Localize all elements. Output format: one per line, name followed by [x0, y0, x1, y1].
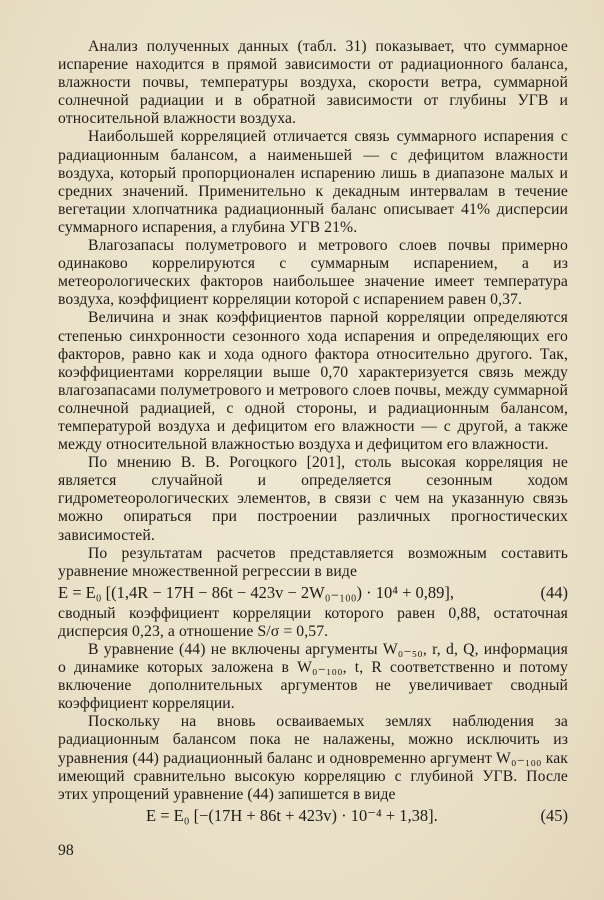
paragraph-coefficients: Величина и знак коэффициентов парной корреляции определяются степенью синхронности сезонного хода испарения и определяющих его факторов, равно как и хода одного фактора относительно другого. Так, коэффициентами корреляции выше 0,70 характеризуется связь между влагозапасами полуметрового и метрового слоев почвы, между суммарной солнечной радиацией, с одной стороны, и радиационным балансом, температурой воздуха и дефицитом его влажности — с другой, а также между относительной влажностью воздуха и дефицитом его влажности.	[58, 309, 568, 454]
equation-45-number: (45)	[540, 805, 568, 825]
equation-45	[58, 806, 568, 826]
paragraph-soil-moisture: Влагозапасы полуметрового и метрового слоев почвы примерно одинаково коррелируются с суммарным испарением, а из метеорологических факторов наибольшее значение имеет температура воздуха, коэффициент корреляции которой с испарением равен 0,37.	[58, 237, 568, 309]
equation-44-formula: E = E₀ [(1,4R − 17H − 86t − 423v − 2W₀₋₁₀₀) · 10⁴ + 0,89],	[58, 582, 455, 602]
paragraph-after-44: сводный коэффициент корреляции которого равен 0,88, остаточная дисперсия 0,23, а отношение S/σ = 0,57.	[58, 604, 568, 640]
paragraph-analysis: Анализ полученных данных (табл. 31) показывает, что суммарное испарение находится в прямой зависимости от радиационного баланса, влажности почвы, температуры воздуха, скорости ветра, суммарной солнечной радиации и в обратной зависимости от глубины УГВ и относительной влажности воздуха.	[58, 38, 568, 128]
equation-44	[58, 583, 568, 603]
paragraph-rogotsky: По мнению В. В. Рогоцкого [201], столь высокая корреляция не является случайной и определяется сезонным ходом гидрометеорологических элементов, в связи с чем на указанную связь можно опираться при построении различных прогностических зависимостей.	[58, 454, 568, 544]
equation-45-formula: E = E₀ [−(17H + 86t + 423v) · 10⁻⁴ + 1,38].	[146, 805, 438, 825]
paragraph-simplification: Поскольку на вновь осваиваемых землях наблюдения за радиационным балансом пока не налажены, можно исключить из уравнения (44) радиационный баланс и одновременно аргумент W₀₋₁₀₀ как имеющий сравнительно высокую корреляцию с глубиной УГВ. После этих упрощений уравнение (44) запишется в виде	[58, 713, 568, 803]
paragraph-correlation: Наибольшей корреляцией отличается связь суммарного испарения с радиационным балансом, а наименьшей — с дефицитом влажности воздуха, который пропорционален испарению лишь в диапазоне малых и средних значений. Применительно к декадным интервалам в течение вегетации хлопчатника радиационный баланс описывает 41% дисперсии суммарного испарения, а глубина УГВ 21%.	[58, 128, 568, 236]
page-number: 98	[58, 842, 74, 859]
paragraph-arguments: В уравнение (44) не включены аргументы W₀₋₅₀, r, d, Q, информация о динамике которых заложена в W₀₋₁₀₀, t, R соответственно и потому включение дополнительных аргументов не увеличивает сводный коэффициент корреляции.	[58, 641, 568, 713]
paragraph-regression: По результатам расчетов представляется возможным составить уравнение множественной регрессии в виде	[58, 544, 568, 580]
equation-44-number: (44)	[540, 582, 568, 602]
